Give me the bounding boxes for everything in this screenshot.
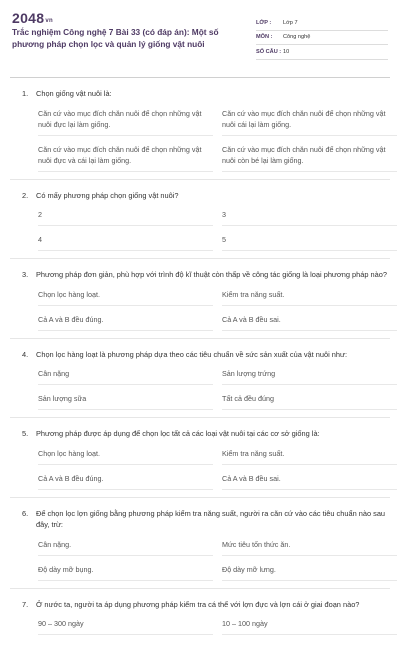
answer-option[interactable]: Cả A và B đều đúng. [38, 314, 213, 331]
answer-option[interactable]: 3 [222, 209, 397, 226]
answer-options [10, 368, 390, 410]
question-number: 2. [22, 190, 29, 200]
question-item [10, 88, 390, 180]
answer-option[interactable]: Cả A và B đều sai. [222, 314, 397, 331]
answer-option[interactable]: Sản lượng trứng [222, 368, 397, 385]
question-list [10, 88, 390, 645]
question-text: Chọn lọc hàng loạt là phương pháp dựa theo các tiêu chuẩn về sức sản xuất của vật nuôi như: [36, 349, 348, 359]
answer-option[interactable]: Cân nặng [38, 368, 213, 385]
answer-option[interactable]: Độ dày mỡ bụng. [38, 564, 213, 581]
question-header [10, 508, 390, 531]
answer-option[interactable]: Căn cứ vào mục đích chăn nuôi để chọn những vật nuôi cái lại làm giống. [222, 108, 397, 136]
document-page [10, 8, 390, 628]
question-number: 4. [22, 349, 29, 359]
meta-row [256, 16, 388, 31]
question-item [10, 508, 390, 589]
answer-option[interactable]: Độ dày mỡ lưng. [222, 564, 397, 581]
question-item [10, 269, 390, 339]
meta-row [256, 31, 388, 46]
question-header [10, 349, 390, 361]
meta-key: SỐ CÂU : [256, 48, 282, 55]
meta-info-table [256, 16, 388, 60]
question-separator [10, 497, 390, 498]
answer-option[interactable]: 5 [222, 234, 397, 251]
question-separator [10, 417, 390, 418]
question-text: Ở nước ta, người ta áp dụng phương pháp kiểm tra cá thể với lợn đực và lợn cái ở giai đoạn nào? [36, 599, 360, 609]
answer-options [10, 448, 390, 490]
meta-key: LỚP : [256, 19, 272, 26]
meta-value: Công nghệ [283, 34, 311, 41]
answer-option[interactable]: Cả A và B đều đúng. [38, 473, 213, 490]
question-number: 3. [22, 270, 29, 279]
document-header [10, 8, 390, 66]
question-number: 6. [22, 508, 29, 518]
question-text: Phương pháp đơn giản, phù hợp với trình độ kĩ thuật còn thấp về công tác giống là loại phương pháp nào? [36, 270, 387, 279]
question-text: Để chọn lọc lợn giống bằng phương pháp kiểm tra năng suất, người ra căn cứ vào các tiêu chuẩn nào sau đây, trừ: [36, 508, 386, 529]
meta-row [256, 45, 388, 60]
answer-option[interactable]: Căn cứ vào mục đích chăn nuôi để chọn những vật nuôi còn bé lại làm giống. [222, 144, 397, 172]
question-header [10, 599, 390, 611]
question-header [10, 428, 390, 440]
meta-value: Lớp 7 [283, 19, 298, 26]
question-separator [10, 179, 390, 180]
page-title: Trắc nghiệm Công nghệ 7 Bài 33 (có đáp án): Một số phương pháp chọn lọc và quản lý giống vật nuôi [12, 27, 219, 49]
question-text: Chọn giống vật nuôi là: [36, 89, 112, 98]
answer-option[interactable]: Cân nặng. [38, 539, 213, 556]
question-header [10, 190, 390, 202]
answer-option[interactable]: Chọn lọc hàng loạt. [38, 289, 213, 306]
meta-key: MÔN : [256, 34, 273, 41]
answer-option[interactable]: 90 – 300 ngày [38, 618, 213, 635]
question-separator [10, 588, 390, 589]
answer-options [10, 618, 390, 635]
question-number: 1. [22, 89, 29, 98]
meta-value: 10 [283, 48, 290, 55]
answer-option[interactable]: 4 [38, 234, 213, 251]
answer-option[interactable]: Chọn lọc hàng loạt. [38, 448, 213, 465]
answer-options [10, 209, 390, 251]
question-text: Phương pháp được áp dụng để chọn lọc tất cả các loại vật nuôi tại các cơ sở giống là: [36, 429, 320, 438]
question-header [10, 269, 390, 281]
answer-option[interactable]: Tất cả đều đúng [222, 393, 397, 410]
answer-option[interactable]: Kiểm tra năng suất. [222, 289, 397, 306]
question-item [10, 599, 390, 636]
question-item [10, 428, 390, 498]
header-divider [10, 77, 390, 78]
site-logo[interactable]: 2048vn [12, 10, 53, 26]
answer-options [10, 289, 390, 331]
answer-options [10, 108, 390, 172]
answer-option[interactable]: Cả A và B đều sai. [222, 473, 397, 490]
answer-option[interactable]: Mức tiêu tốn thức ăn. [222, 539, 397, 556]
answer-options [10, 539, 390, 581]
answer-option[interactable]: Căn cứ vào mục đích chăn nuôi để chọn những vật nuôi đực lại làm giống. [38, 108, 213, 136]
answer-option[interactable]: 10 – 100 ngày [222, 618, 397, 635]
answer-option[interactable]: Căn cứ vào mục đích chăn nuôi để chọn những vật nuôi đực và cái lại làm giống. [38, 144, 213, 172]
question-text: Có mấy phương pháp chọn giống vật nuôi? [36, 190, 179, 200]
question-number: 7. [22, 599, 29, 609]
question-item [10, 190, 390, 260]
question-number: 5. [22, 429, 29, 438]
question-item [10, 349, 390, 419]
answer-option[interactable]: 2 [38, 209, 213, 226]
question-separator [10, 258, 390, 259]
question-separator [10, 338, 390, 339]
answer-option[interactable]: Kiểm tra năng suất. [222, 448, 397, 465]
question-header [10, 88, 390, 100]
answer-option[interactable]: Sản lượng sữa [38, 393, 213, 410]
